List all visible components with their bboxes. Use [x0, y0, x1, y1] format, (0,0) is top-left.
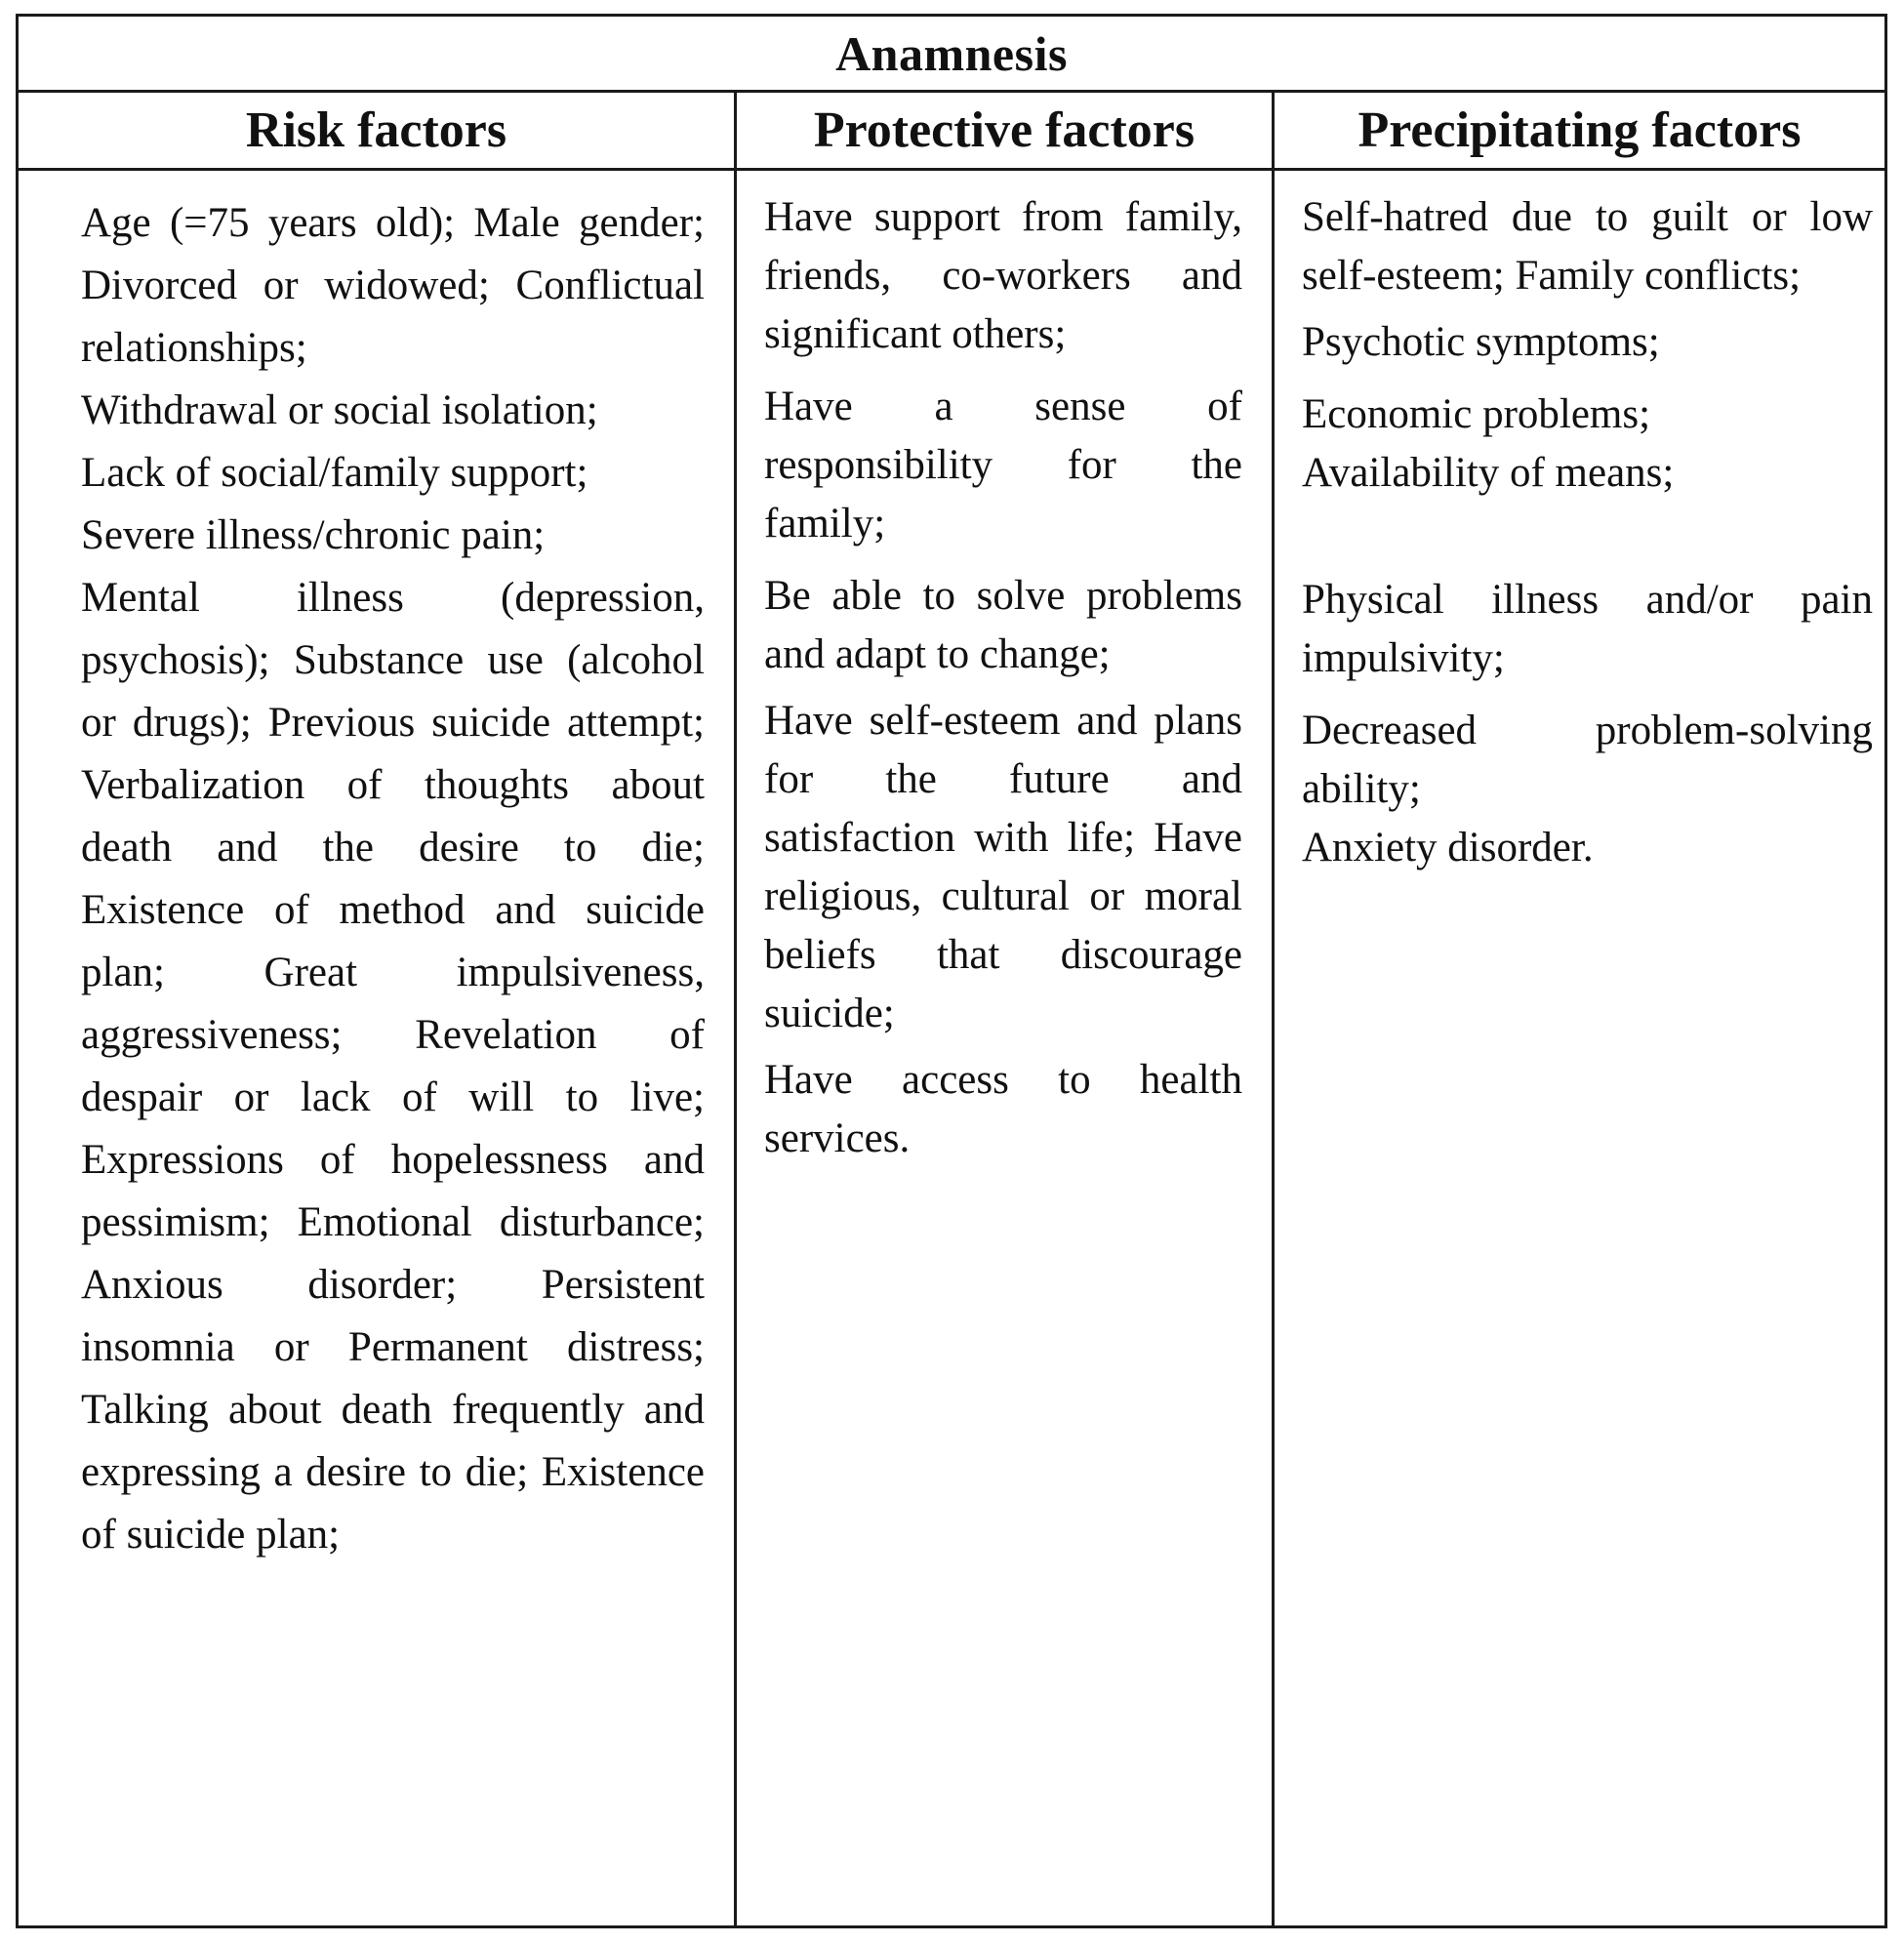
list-item: Age (=75 years old); Male gender; Divorced or widowed; Conflictual relationships;	[81, 200, 705, 371]
list-item: Mental illness (depression, psychosis); Substance use (alcohol or drugs); Previous suicide attempt; Verbalization of thoughts about death and the desire to die; Existence of method and suicide plan; Great impulsiveness, aggressiveness; Revelation of despair or lack of will to live; Expressions of hopelessness and pessimism; Emotional disturbance; Anxious disorder; Persistent insomnia or Permanent distress; Talking about death frequently and expressing a desire to die; Existence of suicide plan;	[81, 575, 705, 1558]
list-item: Decreased problem-solving ability;	[1302, 708, 1873, 812]
precipitating-factors-cell	[1275, 171, 1884, 1925]
list-item: Have support from family, friends, co-workers and significant others;	[764, 194, 1242, 357]
list-item: Availability of means;	[1302, 450, 1675, 496]
list-item: Anxiety disorder.	[1302, 825, 1594, 871]
header-protective-factors: Protective factors	[813, 102, 1195, 158]
header-risk-factors: Risk factors	[245, 102, 507, 158]
protective-factors-cell	[737, 171, 1272, 1925]
table-title: Anamnesis	[19, 17, 1884, 93]
list-item: Economic problems;	[1302, 391, 1651, 437]
header-row	[19, 93, 1884, 171]
list-item: Severe illness/chronic pain;	[81, 512, 546, 558]
list-item: Have self-esteem and plans for the future and satisfaction with life; Have religious, cultural or moral beliefs that discourage suicide;	[764, 698, 1242, 1036]
list-item: Be able to solve problems and adapt to change;	[764, 573, 1242, 677]
list-item: Have a sense of responsibility for the family;	[764, 384, 1242, 547]
header-precipitating-factors: Precipitating factors	[1357, 102, 1802, 158]
anamnesis-table	[16, 14, 1887, 1928]
list-item: Have access to health services.	[764, 1057, 1242, 1161]
list-item: Withdrawal or social isolation;	[81, 387, 598, 433]
list-item: Self-hatred due to guilt or low self-esteem; Family conflicts;	[1302, 194, 1873, 299]
list-item: Physical illness and/or pain impulsivity;	[1302, 577, 1873, 681]
risk-factors-cell	[19, 171, 734, 1925]
list-item: Lack of social/family support;	[81, 450, 588, 496]
list-item: Psychotic symptoms;	[1302, 319, 1660, 365]
